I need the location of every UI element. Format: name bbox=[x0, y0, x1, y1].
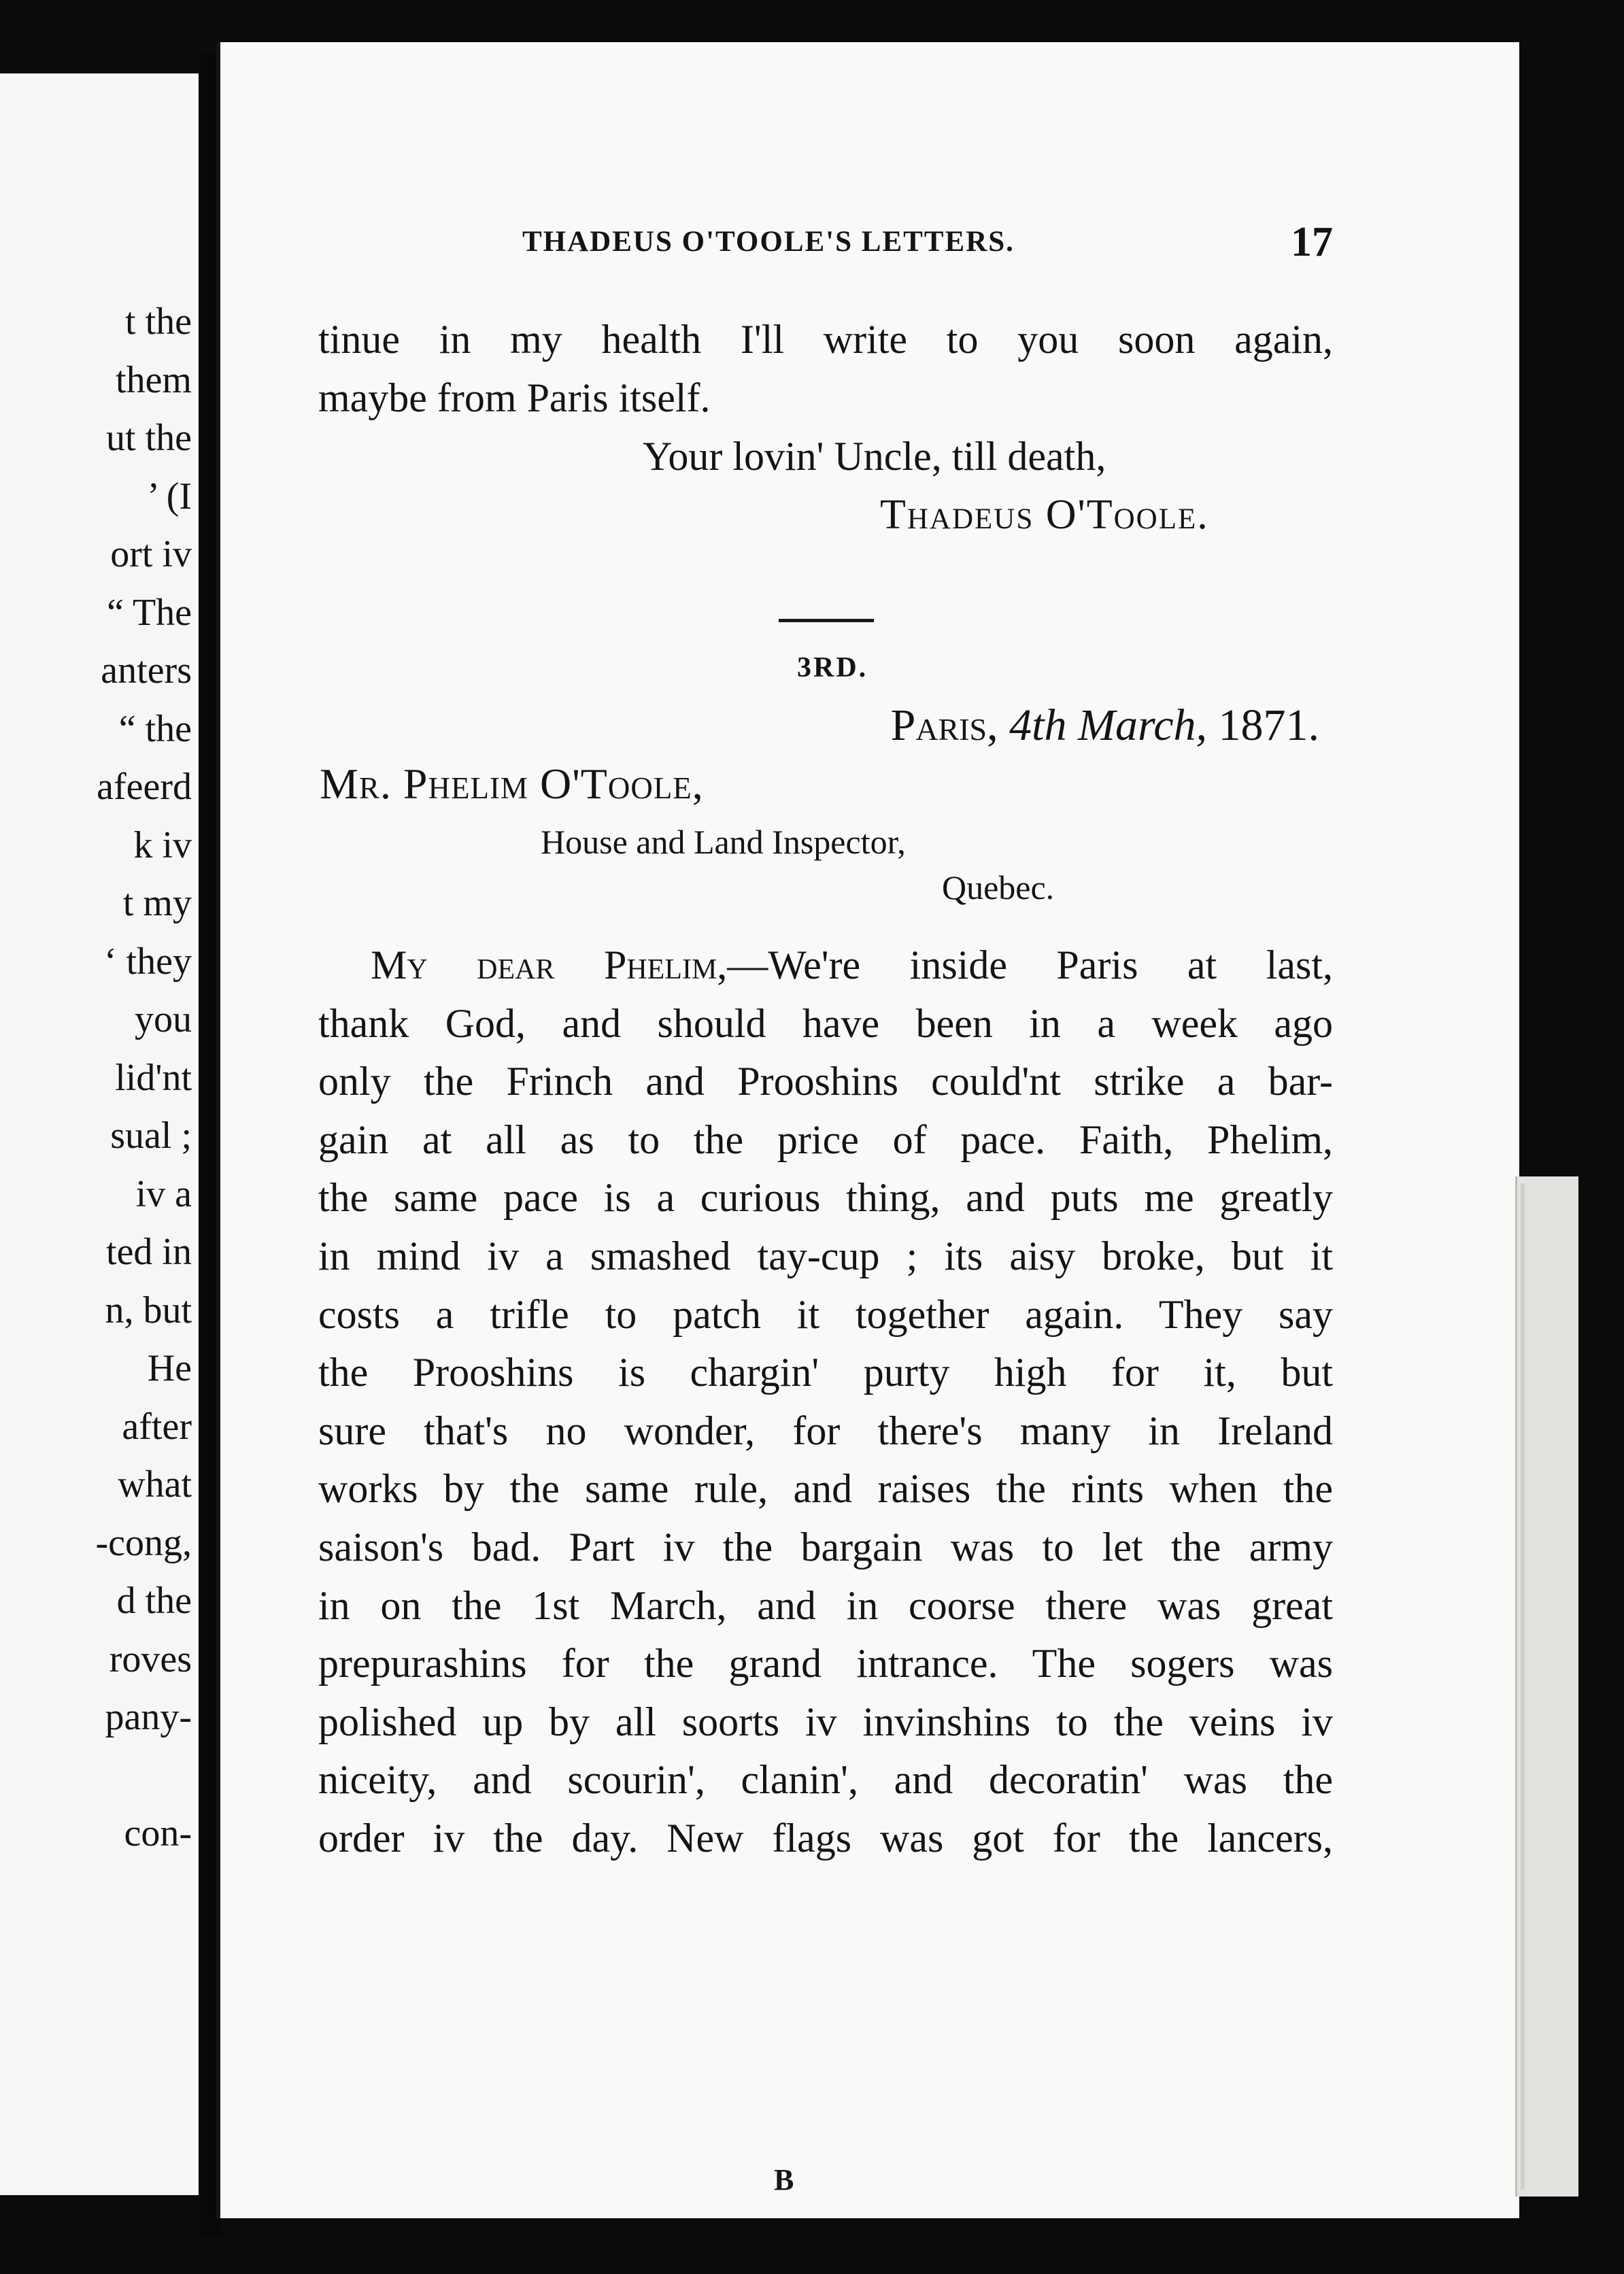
body-line: works by the same rule, and raises the rints when the bbox=[318, 1466, 1333, 1512]
body-line: only the Frinch and Prooshins could'nt strike a bar- bbox=[318, 1059, 1333, 1104]
left-page-line: lid'nt bbox=[115, 1056, 192, 1099]
body-line: the Prooshins is chargin' purty high for it, but bbox=[318, 1350, 1333, 1395]
salutation-line bbox=[371, 936, 1333, 994]
left-page-line: what bbox=[118, 1463, 192, 1506]
letter-signature: Thadeus O'Toole. bbox=[880, 492, 1209, 538]
left-page-line: t the bbox=[125, 301, 192, 343]
body-line: niceity, and scourin', clanin', and decoratin' was the bbox=[318, 1757, 1333, 1803]
body-line: thank God, and should have been in a week ago bbox=[318, 1000, 1333, 1046]
body-line: polished up by all soorts iv invinshins to the veins iv bbox=[318, 1699, 1333, 1744]
address-line-1: House and Land Inspector, bbox=[541, 823, 906, 861]
text-line: maybe from Paris itself. bbox=[318, 375, 711, 420]
left-page-line: you bbox=[135, 998, 192, 1040]
left-page-line: ’ (I bbox=[147, 475, 192, 517]
letter-number: 3RD. bbox=[797, 652, 868, 683]
left-page-line: sual ; bbox=[110, 1115, 192, 1157]
left-page-line: afeerd bbox=[97, 766, 192, 808]
left-page-line: “ The bbox=[107, 591, 192, 634]
body-line: order iv the day. New flags was got for the lancers, bbox=[318, 1816, 1333, 1861]
signature-mark: B bbox=[774, 2163, 794, 2196]
left-page-line: after bbox=[122, 1405, 192, 1448]
left-page-line: them bbox=[116, 358, 192, 401]
body-line: —We're inside Paris at last, bbox=[727, 943, 1333, 987]
salutation: My dear Phelim, bbox=[371, 943, 728, 987]
body-line: prepurashins for the grand intrance. The sogers was bbox=[318, 1641, 1333, 1686]
body-line: in on the 1st March, and in coorse there was great bbox=[318, 1582, 1333, 1628]
page-edge-line bbox=[1521, 1183, 1525, 2190]
letter-dateline bbox=[816, 695, 1319, 756]
body-line: saison's bad. Part iv the bargain was to let the army bbox=[318, 1525, 1333, 1569]
left-page-line: ted in bbox=[106, 1231, 192, 1273]
left-page-line: anters bbox=[101, 649, 192, 692]
left-page-line: “ the bbox=[118, 707, 192, 750]
left-page-line: ort iv bbox=[110, 533, 192, 575]
left-page-line: roves bbox=[109, 1637, 192, 1680]
body-line: the same pace is a curious thing, and puts me greatly bbox=[318, 1175, 1333, 1221]
left-page-line: iv a bbox=[135, 1172, 192, 1215]
dateline-year: 1871. bbox=[1218, 700, 1319, 750]
left-page-line: ‘ they bbox=[103, 940, 192, 983]
dateline-day: 4th March, bbox=[1009, 700, 1207, 750]
body-line: costs a trifle to patch it together again. They say bbox=[318, 1291, 1333, 1337]
page-number: 17 bbox=[1291, 219, 1333, 265]
section-divider bbox=[779, 619, 874, 622]
address-line-2: Quebec. bbox=[942, 868, 1055, 906]
left-page-line: He bbox=[147, 1347, 192, 1389]
dateline-place: Paris, bbox=[890, 700, 998, 750]
left-page-line: t my bbox=[122, 882, 192, 924]
left-page-line: n, but bbox=[105, 1289, 192, 1331]
body-line: gain at all as to the price of pace. Faith, Phelim, bbox=[318, 1117, 1333, 1162]
previous-page-fragment bbox=[0, 73, 201, 2195]
body-line: in mind iv a smashed tay-cup ; its aisy broke, but it bbox=[318, 1234, 1333, 1278]
left-page-line: pany- bbox=[105, 1696, 192, 1738]
text-line: tinue in my health I'll write to you soon again, bbox=[318, 317, 1333, 362]
left-page-line: -cong, bbox=[95, 1521, 192, 1564]
running-head: THADEUS O'TOOLE'S LETTERS. bbox=[522, 226, 1015, 258]
letter-closing: Your lovin' Uncle, till death, bbox=[643, 434, 1106, 479]
body-line: sure that's no wonder, for there's many in Ireland bbox=[318, 1408, 1333, 1453]
left-page-line: con- bbox=[124, 1812, 192, 1854]
left-page-line: ut the bbox=[106, 417, 192, 459]
left-page-line: d the bbox=[116, 1580, 192, 1622]
left-page-line: k iv bbox=[133, 824, 192, 866]
letter-addressee: Mr. Phelim O'Toole, bbox=[320, 760, 704, 808]
